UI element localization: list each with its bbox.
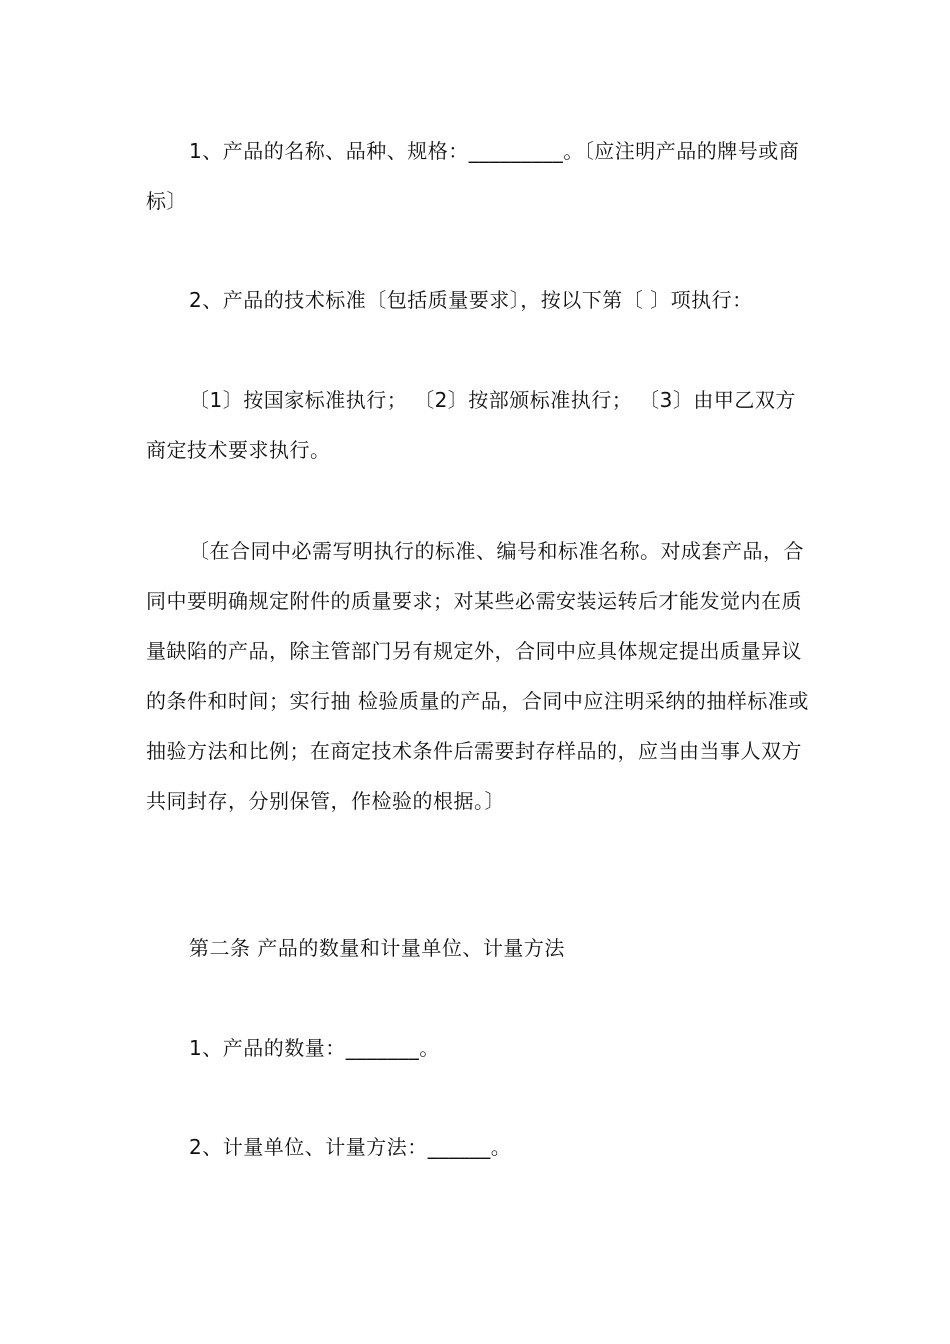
section-heading-article-2: 第二条 产品的数量和计量单位、计量方法 (189, 936, 565, 960)
paragraph-measurement: 2、计量单位、计量方法：______。 (189, 1135, 512, 1159)
paragraph-standard-options: 〔1〕按国家标准执行； 〔2〕按部颁标准执行； 〔3〕由甲乙双方商定技术要求执行。 (146, 388, 796, 462)
paragraph-standard-note: 〔在合同中必需写明执行的标准、编号和标准名称。对成套产品，合同中要明确规定附件的质量要求；对某些必需安装运转后才能发觉内在质量缺陷的产品，除主管部门另有规定外，合同中应具体规定提出质量异议的条件和时间；实行抽 检验质量的产品，合同中应注明采纳的抽样标准或抽验方法和比例；在商定技术条件后需要封存样品的，应当由当事人双方共同封存，分别保管，作检验的根据。〕 (146, 539, 809, 813)
paragraph-product-name: 1、产品的名称、品种、规格：_________。〔应注明产品的牌号或商标〕 (146, 139, 800, 213)
paragraph-technical-standard: 2、产品的技术标准〔包括质量要求〕，按以下第〔 〕项执行： (189, 288, 753, 312)
paragraph-quantity: 1、产品的数量：_______。 (189, 1036, 440, 1060)
